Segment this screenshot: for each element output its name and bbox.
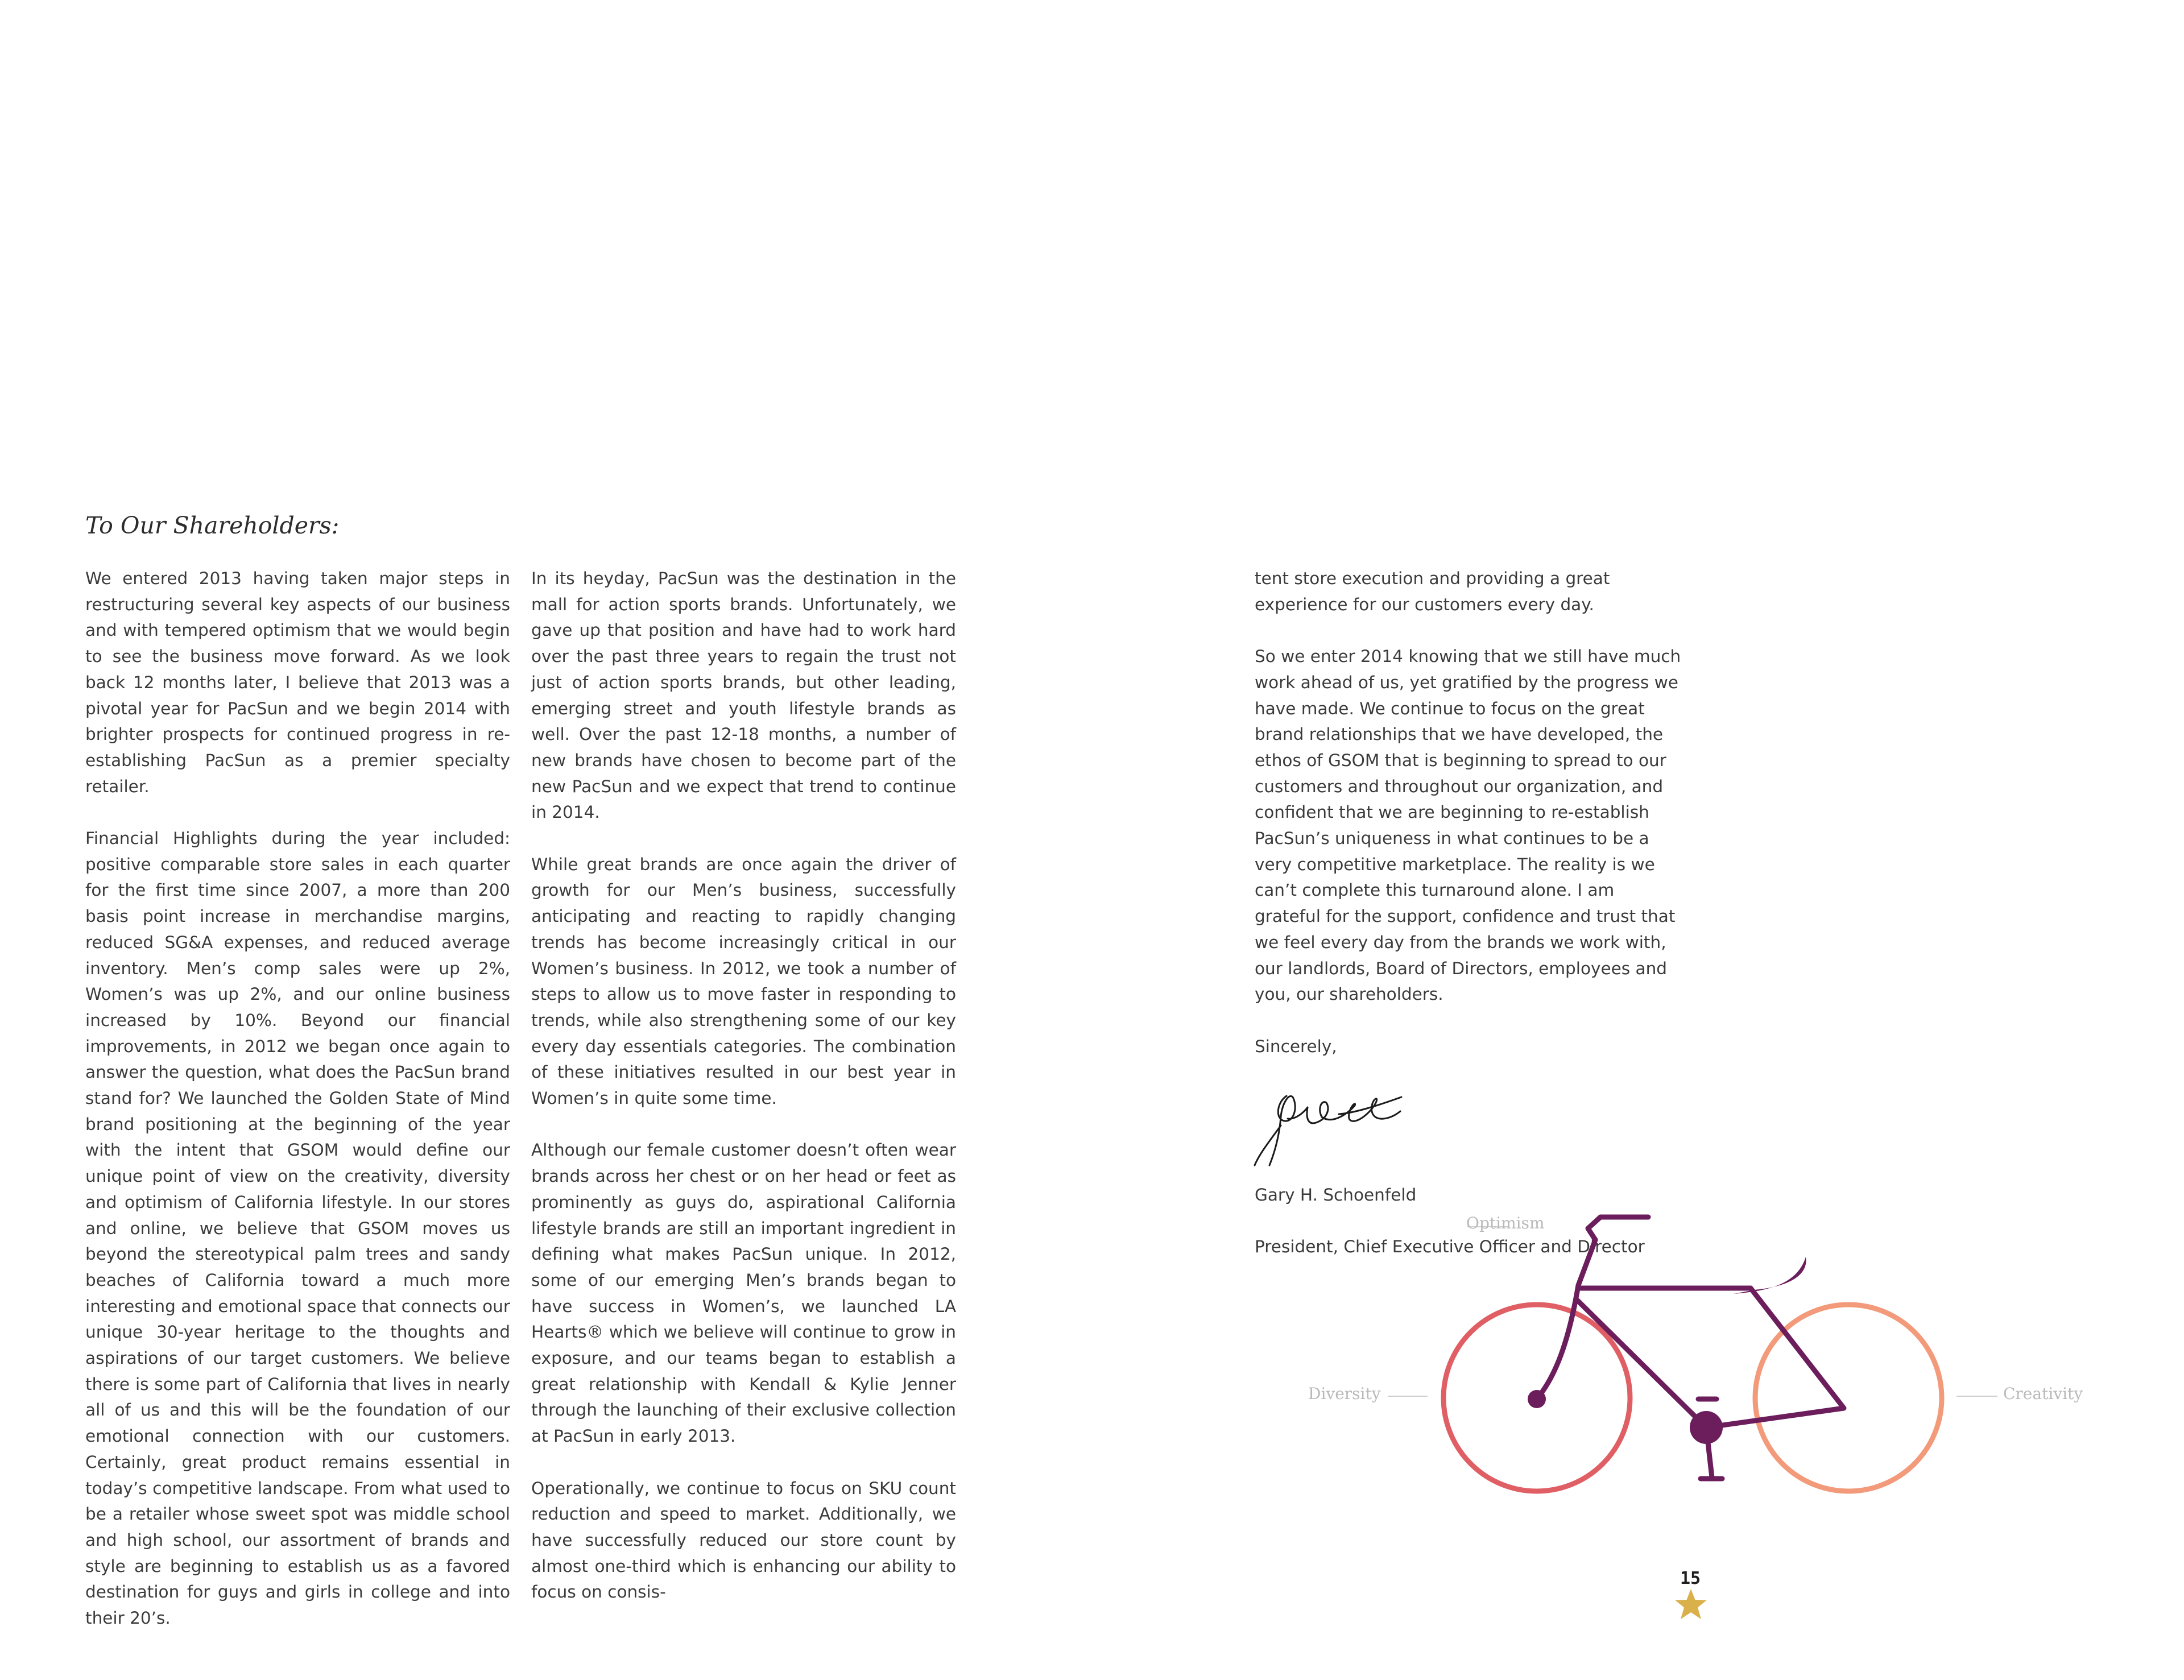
closing: Sincerely, [1255, 1036, 1337, 1056]
diversity-label: Diversity [1308, 1384, 1381, 1403]
signer-title: President, Chief Executive Officer and Director [1255, 1237, 1645, 1257]
paragraph: Although our female customer doesn’t often wear brands across her chest or on her head or feet as prominently as guys do, aspirational California lifestyle brands are still an important ingredient in defining what makes PacSun unique. In 2012, some of our emerging Men’s brands began to have success in Women’s, we launched LA Hearts® which we believe will continue to grow in exposure, and our teams began to establish a great relationship with Kendall & Kylie Jenner through the launching of their exclusive collection at PacSun in early 2013. [531, 1140, 956, 1446]
signature-image [1254, 1086, 1407, 1171]
paragraph: Operationally, we continue to focus on SKU count reduction and speed to market. Additionally, we have successfully reduced our store count by almost one-third which is enhancing our ability to focus on consis- [531, 1478, 956, 1602]
paragraph: Financial Highlights during the year included: positive comparable store sales in each quarter for the first time since 2007, a more than 200 basis point increase in merchandise margins, reduced SG&A expenses, and reduced average inventory. Men’s comp sales were up 2%, Women’s was up 2%, and our online business increased by 10%. Beyond our financial improvements, in 2012 we began once again to answer the question, what does the PacSun brand stand for? We launched the Golden State of Mind brand positioning at the beginning of the year with the intent that GSOM would define our unique point of view on the creativity, diversity and optimism of California lifestyle. In our stores and online, we believe that GSOM moves us beyond the stereotypical palm trees and sandy beaches of California toward a much more interesting and emotional space that connects our unique 30-year heritage to the thoughts and aspirations of our target customers. We believe there is some part of California that lives in nearly all of us and this will be the foundation of our emotional connection with our customers. Certainly, great product remains essential in today’s competitive landscape. From what used to be a retailer whose sweet spot was middle school and high school, our assortment of brands and style are beginning to establish us as a favored destination for guys and girls in college and into their 20’s. [85, 829, 510, 1628]
paragraph: In its heyday, PacSun was the destination in the mall for action sports brands. Unfortunately, we gave up that position and have had to work hard over the past three years to regain the trust not just of action sports brands, but other leading, emerging street and youth lifestyle brands as well. Over the past 12-18 months, a number of new brands have chosen to become part of the new PacSun and we expect that trend to continue in 2014. [531, 569, 956, 822]
page-number: 15 [1680, 1569, 1701, 1588]
rear-hub [1528, 1390, 1546, 1408]
signer-name: Gary H. Schoenfeld [1255, 1185, 1417, 1205]
crank-hub [1690, 1411, 1723, 1444]
paragraph: We entered 2013 having taken major steps in restructuring several key aspects of our business and with tempered optimism that we would begin to see the business move forward. As we look back 12 months later, I believe that 2013 was a pivotal year for PacSun and we begin 2014 with brighter prospects for continued progress in re-establishing PacSun as a premier specialty retailer. [85, 569, 510, 796]
paragraph: So we enter 2014 knowing that we still have much work ahead of us, yet gratified by the progress we have made. We continue to focus on the great brand relationships that we have developed, the ethos of GSOM that is beginning to spread to our customers and throughout our organization, and confident that we are beginning to re-establish PacSun’s uniqueness in what continues to be a very competitive marketplace. The reality is we can’t complete this turnaround alone. I am grateful for the support, confidence and trust that we feel every day from the brands we work with, our landlords, Board of Directors, employees and you, our shareholders. [1255, 647, 1681, 1004]
letter-column-1 [85, 566, 510, 1632]
optimism-label: Optimism [1466, 1214, 1545, 1232]
bicycle-graphic [1297, 1206, 2093, 1524]
creativity-label: Creativity [2003, 1384, 2083, 1403]
bicycle-illustration [1297, 1206, 2093, 1524]
star-icon [1673, 1588, 1709, 1621]
letter-heading: To Our Shareholders: [85, 512, 340, 539]
letter-column-3 [1255, 566, 1682, 1260]
paragraph: While great brands are once again the driver of growth for our Men’s business, successfully anticipating and reacting to rapidly changing trends has become increasingly critical in our Women’s business. In 2012, we took a number of steps to allow us to move faster in responding to trends, while also strengthening some of our key every day essentials categories. The combination of these initiatives resulted in our best year in Women’s in quite some time. [531, 854, 956, 1108]
letter-column-2 [531, 566, 956, 1605]
bicycle-frame [1537, 1217, 1844, 1479]
paragraph: tent store execution and providing a great experience for our customers every day. [1255, 569, 1610, 614]
